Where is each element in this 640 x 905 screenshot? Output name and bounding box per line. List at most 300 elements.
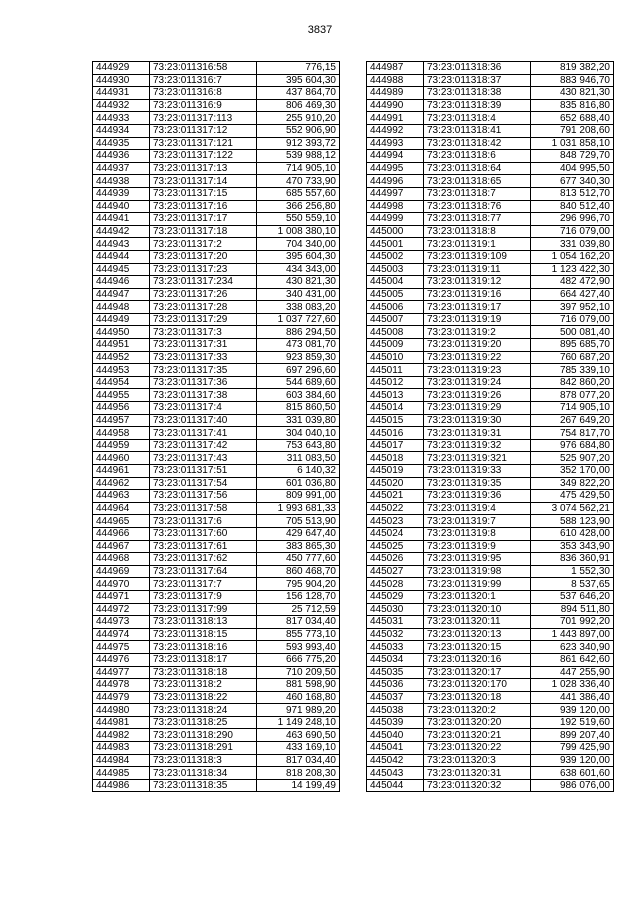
row-number-cell: 444931 [93,87,150,100]
cadastral-value-cell: 331 039,80 [257,414,340,427]
cadastral-value-cell: 537 646,20 [531,590,614,603]
row-number-cell: 444935 [93,137,150,150]
cadastral-number-cell: 73:23:011319:12 [424,276,531,289]
cadastral-value-cell: 473 081,70 [257,339,340,352]
row-number-cell: 445021 [367,490,424,503]
row-number-cell: 445003 [367,263,424,276]
row-number-cell: 445044 [367,779,424,792]
table-row [93,716,340,729]
table-row [93,339,340,352]
table-row [93,653,340,666]
table-row [93,527,340,540]
cadastral-number-cell: 73:23:011319:22 [424,351,531,364]
row-number-cell: 445011 [367,364,424,377]
cadastral-number-cell: 73:23:011318:3 [150,754,257,767]
row-number-cell: 444936 [93,150,150,163]
cadastral-value-cell: 976 684,80 [531,439,614,452]
cadastral-value-cell: 861 642,60 [531,653,614,666]
table-row [93,62,340,75]
cadastral-value-cell: 340 431,00 [257,288,340,301]
cadastral-number-cell: 73:23:011319:23 [424,364,531,377]
cadastral-number-cell: 73:23:011318:39 [424,99,531,112]
row-number-cell: 445028 [367,578,424,591]
table-row [93,187,340,200]
cadastral-number-cell: 73:23:011317:31 [150,339,257,352]
cadastral-value-cell: 886 294,50 [257,326,340,339]
cadastral-number-cell: 73:23:011317:13 [150,162,257,175]
row-number-cell: 444930 [93,74,150,87]
table-row [367,389,614,402]
cadastral-number-cell: 73:23:011316:8 [150,87,257,100]
table-row [93,351,340,364]
row-number-cell: 445004 [367,276,424,289]
cadastral-value-cell: 986 076,00 [531,779,614,792]
table-row [367,402,614,415]
cadastral-number-cell: 73:23:011318:42 [424,137,531,150]
cadastral-value-cell: 304 040,10 [257,427,340,440]
row-number-cell: 445029 [367,590,424,603]
table-row [367,276,614,289]
row-number-cell: 444955 [93,389,150,402]
cadastral-value-cell: 776,15 [257,62,340,75]
row-number-cell: 444966 [93,527,150,540]
row-number-cell: 445043 [367,767,424,780]
cadastral-number-cell: 73:23:011319:11 [424,263,531,276]
row-number-cell: 445007 [367,313,424,326]
row-number-cell: 444947 [93,288,150,301]
table-row [93,679,340,692]
row-number-cell: 445022 [367,502,424,515]
cadastral-value-cell: 6 140,32 [257,465,340,478]
cadastral-number-cell: 73:23:011317:41 [150,427,257,440]
table-row [93,515,340,528]
cadastral-value-cell: 311 083,50 [257,452,340,465]
cadastral-number-cell: 73:23:011319:16 [424,288,531,301]
table-row [93,590,340,603]
cadastral-value-cell: 156 128,70 [257,590,340,603]
cadastral-value-cell: 817 034,40 [257,754,340,767]
cadastral-value-cell: 603 384,60 [257,389,340,402]
table-row [367,477,614,490]
cadastral-number-cell: 73:23:011319:1 [424,238,531,251]
table-row [367,527,614,540]
cadastral-number-cell: 73:23:011319:20 [424,339,531,352]
cadastral-number-cell: 73:23:011320:3 [424,754,531,767]
table-row [93,490,340,503]
table-row [367,250,614,263]
table-row [367,137,614,150]
cadastral-value-cell: 475 429,50 [531,490,614,503]
cadastral-value-cell: 395 604,30 [257,250,340,263]
cadastral-number-cell: 73:23:011318:22 [150,691,257,704]
cadastral-value-cell: 460 168,80 [257,691,340,704]
table-row [367,99,614,112]
table-row [93,213,340,226]
row-number-cell: 445042 [367,754,424,767]
cadastral-number-cell: 73:23:011317:99 [150,603,257,616]
row-number-cell: 445030 [367,603,424,616]
cadastral-value-cell: 1 443 897,00 [531,628,614,641]
cadastral-number-cell: 73:23:011317:38 [150,389,257,402]
cadastral-value-cell: 397 952,10 [531,301,614,314]
row-number-cell: 444984 [93,754,150,767]
cadastral-value-cell: 638 601,60 [531,767,614,780]
cadastral-value-cell: 819 382,20 [531,62,614,75]
table-row [93,112,340,125]
table-row [367,565,614,578]
row-number-cell: 444961 [93,465,150,478]
row-number-cell: 445002 [367,250,424,263]
row-number-cell: 444952 [93,351,150,364]
cadastral-number-cell: 73:23:011317:12 [150,124,257,137]
cadastral-value-cell: 753 643,80 [257,439,340,452]
cadastral-number-cell: 73:23:011318:290 [150,729,257,742]
table-row [367,339,614,352]
table-row [93,376,340,389]
row-number-cell: 445035 [367,666,424,679]
cadastral-number-cell: 73:23:011318:38 [424,87,531,100]
table-row [93,666,340,679]
cadastral-number-cell: 73:23:011319:26 [424,389,531,402]
table-row [93,175,340,188]
table-row [93,452,340,465]
table-row [93,137,340,150]
row-number-cell: 444934 [93,124,150,137]
cadastral-number-cell: 73:23:011317:6 [150,515,257,528]
table-row [367,187,614,200]
cadastral-value-cell: 817 034,40 [257,616,340,629]
row-number-cell: 445041 [367,742,424,755]
cadastral-value-cell: 338 083,20 [257,301,340,314]
cadastral-value-cell: 716 079,00 [531,225,614,238]
cadastral-number-cell: 73:23:011317:36 [150,376,257,389]
cadastral-value-cell: 550 559,10 [257,213,340,226]
cadastral-number-cell: 73:23:011319:98 [424,565,531,578]
table-row [93,364,340,377]
cadastral-number-cell: 73:23:011319:7 [424,515,531,528]
cadastral-value-cell: 806 469,30 [257,99,340,112]
cadastral-value-cell: 818 208,30 [257,767,340,780]
cadastral-number-cell: 73:23:011317:58 [150,502,257,515]
row-number-cell: 444991 [367,112,424,125]
cadastral-number-cell: 73:23:011316:9 [150,99,257,112]
cadastral-number-cell: 73:23:011320:17 [424,666,531,679]
cadastral-number-cell: 73:23:011319:95 [424,553,531,566]
row-number-cell: 445008 [367,326,424,339]
cadastral-number-cell: 73:23:011320:15 [424,641,531,654]
table-row [367,628,614,641]
cadastral-number-cell: 73:23:011317:51 [150,465,257,478]
cadastral-number-cell: 73:23:011317:23 [150,263,257,276]
cadastral-value-cell: 433 169,10 [257,742,340,755]
table-row [367,578,614,591]
cadastral-number-cell: 73:23:011318:15 [150,628,257,641]
cadastral-value-cell: 704 340,00 [257,238,340,251]
table-row [93,565,340,578]
row-number-cell: 444977 [93,666,150,679]
table-row [367,414,614,427]
table-row [367,326,614,339]
cadastral-value-cell: 895 685,70 [531,339,614,352]
cadastral-number-cell: 73:23:011317:15 [150,187,257,200]
cadastral-value-cell: 809 991,00 [257,490,340,503]
cadastral-value-cell: 785 339,10 [531,364,614,377]
cadastral-value-cell: 404 995,50 [531,162,614,175]
table-row [93,288,340,301]
table-row [367,679,614,692]
row-number-cell: 444946 [93,276,150,289]
cadastral-value-cell: 610 428,00 [531,527,614,540]
row-number-cell: 445015 [367,414,424,427]
row-number-cell: 445036 [367,679,424,692]
row-number-cell: 445031 [367,616,424,629]
cadastral-number-cell: 73:23:011320:31 [424,767,531,780]
cadastral-value-cell: 8 537,65 [531,578,614,591]
table-row [93,502,340,515]
row-number-cell: 444994 [367,150,424,163]
table-row [93,641,340,654]
table-row [93,553,340,566]
register-table-right [366,61,614,792]
table-row [93,124,340,137]
row-number-cell: 444959 [93,439,150,452]
cadastral-number-cell: 73:23:011318:16 [150,641,257,654]
cadastral-value-cell: 434 343,00 [257,263,340,276]
cadastral-value-cell: 939 120,00 [531,754,614,767]
table-row [93,276,340,289]
row-number-cell: 444990 [367,99,424,112]
cadastral-value-cell: 836 360,91 [531,553,614,566]
table-row [93,439,340,452]
cadastral-number-cell: 73:23:011317:7 [150,578,257,591]
cadastral-number-cell: 73:23:011319:29 [424,402,531,415]
table-row [367,351,614,364]
row-number-cell: 444965 [93,515,150,528]
table-row [367,301,614,314]
cadastral-number-cell: 73:23:011320:13 [424,628,531,641]
cadastral-number-cell: 73:23:011317:43 [150,452,257,465]
cadastral-value-cell: 701 992,20 [531,616,614,629]
cadastral-value-cell: 349 822,20 [531,477,614,490]
table-row [93,754,340,767]
row-number-cell: 444993 [367,137,424,150]
row-number-cell: 445026 [367,553,424,566]
row-number-cell: 444976 [93,653,150,666]
row-number-cell: 444997 [367,187,424,200]
cadastral-value-cell: 677 340,30 [531,175,614,188]
cadastral-value-cell: 429 647,40 [257,527,340,540]
table-row [93,414,340,427]
cadastral-value-cell: 601 036,80 [257,477,340,490]
cadastral-number-cell: 73:23:011317:16 [150,200,257,213]
table-row [93,691,340,704]
row-number-cell: 444998 [367,200,424,213]
cadastral-value-cell: 860 468,70 [257,565,340,578]
table-row [93,540,340,553]
row-number-cell: 444986 [93,779,150,792]
cadastral-number-cell: 73:23:011320:2 [424,704,531,717]
row-number-cell: 444958 [93,427,150,440]
cadastral-number-cell: 73:23:011318:18 [150,666,257,679]
row-number-cell: 445027 [367,565,424,578]
cadastral-number-cell: 73:23:011316:58 [150,62,257,75]
cadastral-number-cell: 73:23:011318:25 [150,716,257,729]
table-row [367,641,614,654]
row-number-cell: 444980 [93,704,150,717]
cadastral-number-cell: 73:23:011317:61 [150,540,257,553]
row-number-cell: 444951 [93,339,150,352]
row-number-cell: 444973 [93,616,150,629]
table-row [93,301,340,314]
cadastral-value-cell: 899 207,40 [531,729,614,742]
row-number-cell: 445033 [367,641,424,654]
table-row [367,742,614,755]
table-row [367,716,614,729]
row-number-cell: 444968 [93,553,150,566]
cadastral-number-cell: 73:23:011317:35 [150,364,257,377]
cadastral-value-cell: 255 910,20 [257,112,340,125]
cadastral-value-cell: 353 343,90 [531,540,614,553]
table-row [367,754,614,767]
table-row [367,779,614,792]
row-number-cell: 445037 [367,691,424,704]
cadastral-number-cell: 73:23:011317:42 [150,439,257,452]
row-number-cell: 444938 [93,175,150,188]
cadastral-number-cell: 73:23:011317:40 [150,414,257,427]
cadastral-number-cell: 73:23:011319:19 [424,313,531,326]
cadastral-value-cell: 666 775,20 [257,653,340,666]
cadastral-value-cell: 267 649,20 [531,414,614,427]
cadastral-number-cell: 73:23:011320:170 [424,679,531,692]
row-number-cell: 445001 [367,238,424,251]
row-number-cell: 445006 [367,301,424,314]
cadastral-number-cell: 73:23:011319:36 [424,490,531,503]
cadastral-value-cell: 799 425,90 [531,742,614,755]
row-number-cell: 444972 [93,603,150,616]
row-number-cell: 445012 [367,376,424,389]
cadastral-number-cell: 73:23:011320:32 [424,779,531,792]
table-row [367,704,614,717]
cadastral-number-cell: 73:23:011317:62 [150,553,257,566]
cadastral-value-cell: 754 817,70 [531,427,614,440]
table-row [367,150,614,163]
cadastral-number-cell: 73:23:011317:33 [150,351,257,364]
table-row [93,263,340,276]
table-row [93,99,340,112]
cadastral-number-cell: 73:23:011318:34 [150,767,257,780]
row-number-cell: 444995 [367,162,424,175]
table-row [367,515,614,528]
cadastral-number-cell: 73:23:011317:29 [150,313,257,326]
cadastral-value-cell: 447 255,90 [531,666,614,679]
cadastral-number-cell: 73:23:011318:64 [424,162,531,175]
cadastral-value-cell: 1 008 380,10 [257,225,340,238]
cadastral-number-cell: 73:23:011318:65 [424,175,531,188]
cadastral-value-cell: 588 123,90 [531,515,614,528]
row-number-cell: 444964 [93,502,150,515]
cadastral-number-cell: 73:23:011319:9 [424,540,531,553]
row-number-cell: 444982 [93,729,150,742]
row-number-cell: 444957 [93,414,150,427]
table-row [367,238,614,251]
cadastral-number-cell: 73:23:011320:1 [424,590,531,603]
cadastral-value-cell: 395 604,30 [257,74,340,87]
cadastral-value-cell: 331 039,80 [531,238,614,251]
table-row [367,175,614,188]
cadastral-number-cell: 73:23:011318:77 [424,213,531,226]
cadastral-number-cell: 73:23:011318:4 [424,112,531,125]
row-number-cell: 444939 [93,187,150,200]
row-number-cell: 444987 [367,62,424,75]
table-row [93,402,340,415]
table-row [367,603,614,616]
table-row [93,150,340,163]
row-number-cell: 445025 [367,540,424,553]
cadastral-number-cell: 73:23:011319:24 [424,376,531,389]
row-number-cell: 445017 [367,439,424,452]
cadastral-number-cell: 73:23:011317:2 [150,238,257,251]
table-row [367,87,614,100]
cadastral-value-cell: 539 988,12 [257,150,340,163]
table-row [367,427,614,440]
table-row [367,263,614,276]
row-number-cell: 444981 [93,716,150,729]
row-number-cell: 444944 [93,250,150,263]
cadastral-number-cell: 73:23:011320:20 [424,716,531,729]
row-number-cell: 444940 [93,200,150,213]
row-number-cell: 445038 [367,704,424,717]
cadastral-value-cell: 813 512,70 [531,187,614,200]
cadastral-value-cell: 544 689,60 [257,376,340,389]
cadastral-value-cell: 1 054 162,20 [531,250,614,263]
row-number-cell: 444942 [93,225,150,238]
row-number-cell: 445023 [367,515,424,528]
cadastral-number-cell: 73:23:011320:16 [424,653,531,666]
cadastral-number-cell: 73:23:011317:113 [150,112,257,125]
table-row [367,112,614,125]
cadastral-value-cell: 939 120,00 [531,704,614,717]
table-row [93,465,340,478]
row-number-cell: 444988 [367,74,424,87]
cadastral-value-cell: 3 074 562,21 [531,502,614,515]
cadastral-number-cell: 73:23:011319:8 [424,527,531,540]
table-row [367,376,614,389]
row-number-cell: 444969 [93,565,150,578]
row-number-cell: 445000 [367,225,424,238]
table-row [93,477,340,490]
table-row [367,452,614,465]
cadastral-value-cell: 1 037 727,60 [257,313,340,326]
cadastral-number-cell: 73:23:011319:32 [424,439,531,452]
row-number-cell: 445014 [367,402,424,415]
cadastral-value-cell: 883 946,70 [531,74,614,87]
cadastral-value-cell: 795 904,20 [257,578,340,591]
table-row [93,628,340,641]
table-row [93,389,340,402]
cadastral-value-cell: 842 860,20 [531,376,614,389]
row-number-cell: 445018 [367,452,424,465]
cadastral-number-cell: 73:23:011320:10 [424,603,531,616]
row-number-cell: 444967 [93,540,150,553]
cadastral-number-cell: 73:23:011317:54 [150,477,257,490]
cadastral-number-cell: 73:23:011316:7 [150,74,257,87]
table-row [367,124,614,137]
row-number-cell: 444943 [93,238,150,251]
table-row [93,704,340,717]
row-number-cell: 444941 [93,213,150,226]
table-row [93,74,340,87]
cadastral-number-cell: 73:23:011318:24 [150,704,257,717]
